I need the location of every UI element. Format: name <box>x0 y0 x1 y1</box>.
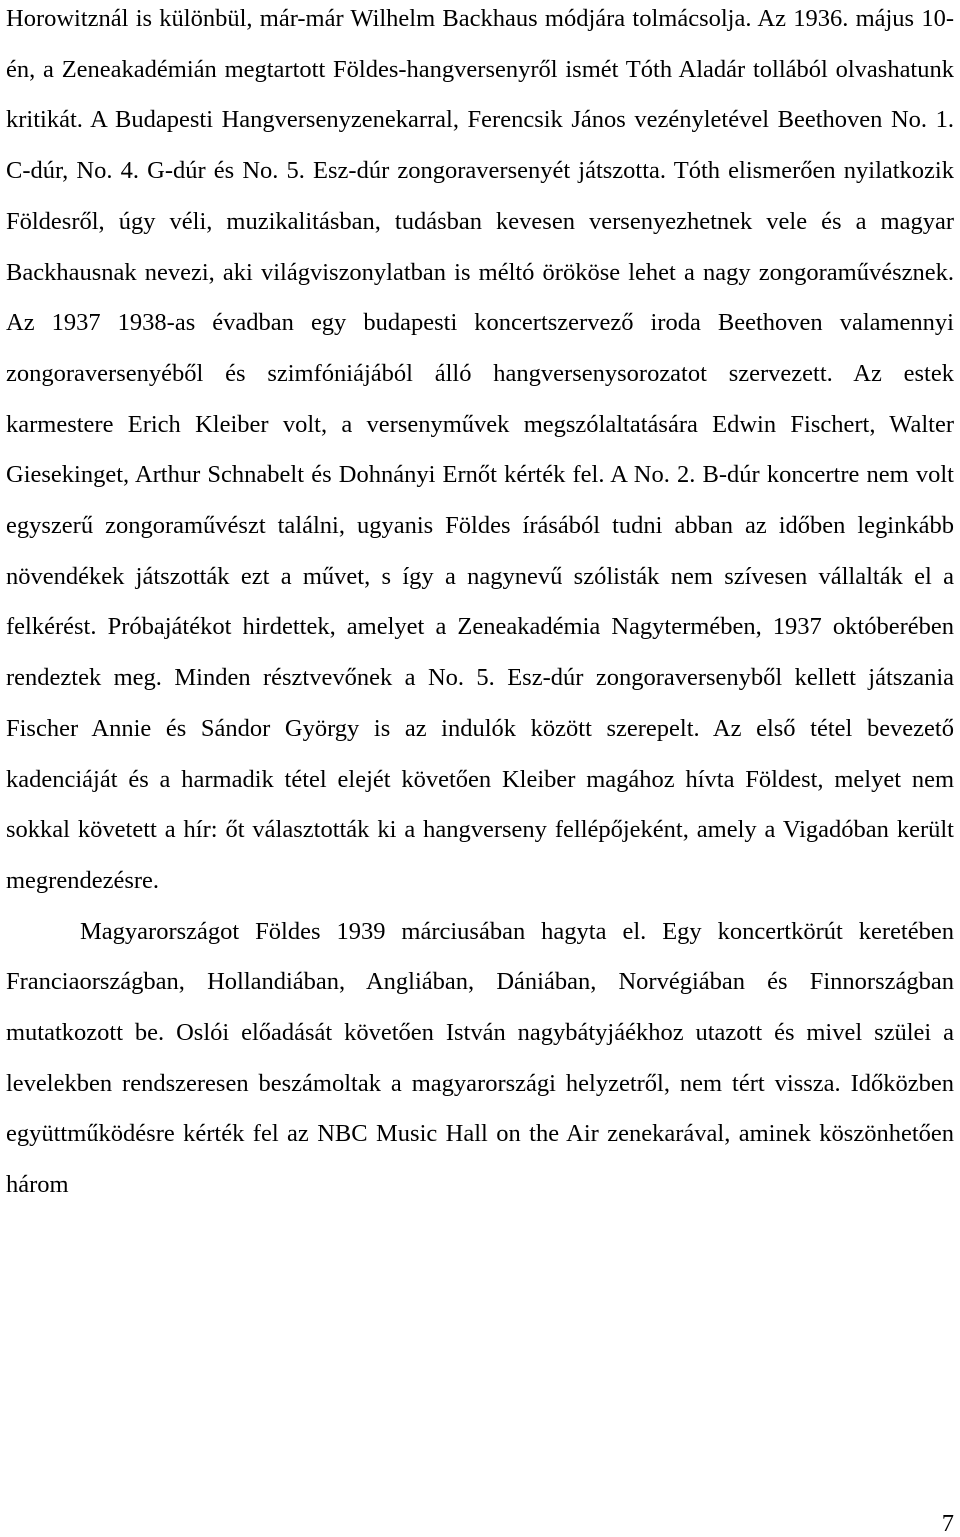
paragraph-2: Magyarországot Földes 1939 márciusában hagyta el. Egy koncertkörút keretében Franciaországban, Hollandiában, Angliában, Dániában, Norvégiában és Finnországban mutatkozott be. Oslói előadását követően István nagybátyjáékhoz utazott és mivel szülei a levelekben rendszeresen beszámoltak a magyarországi helyzetről, nem tért vissza. Időközben együttműködésre kérték fel az NBC Music Hall on the Air zenekarával, aminek köszönhetően három <box>6 917 954 1199</box>
document-page <box>6 0 954 1211</box>
paragraph-1: Horowitznál is különbül, már-már Wilhelm Backhaus módjára tolmácsolja. Az 1936. május 10-én, a Zeneakadémián megtartott Földes-hangversenyről ismét Tóth Aladár tollából olvashatunk kritikát. A Budapesti Hangversenyzenekarral, Ferencsik János vezényletével Beethoven No. 1. C-dúr, No. 4. G-dúr és No. 5. Esz-dúr zongoraversenyét játszotta. Tóth elismerően nyilatkozik Földesről, úgy véli, muzikalitásban, tudásban kevesen versenyezhetnek vele és a magyar Backhausnak nevezi, aki világviszonylatban is méltó örököse lehet a nagy zongoraművésznek. Az 1937 1938-as évadban egy budapesti koncertszervező iroda Beethoven valamennyi zongoraversenyéből és szimfóniájából álló hangversenysorozatot szervezett. Az estek karmestere Erich Kleiber volt, a versenyművek megszólaltatására Edwin Fischert, Walter Giesekinget, Arthur Schnabelt és Dohnányi Ernőt kérték fel. A No. 2. B-dúr koncertre nem volt egyszerű zongoraművészt találni, ugyanis Földes írásából tudni abban az időben leginkább növendékek játszották ezt a művet, s így a nagynevű szólisták nem szívesen vállalták el a felkérést. Próbajátékot hirdettek, amelyet a Zeneakadémia Nagytermében, 1937 októberében rendeztek meg. Minden résztvevőnek a No. 5. Esz-dúr zongoraversenyből kellett játszania Fischer Annie és Sándor György is az indulók között szerepelt. Az első tétel bevezető kadenciáját és a harmadik tétel elejét követően Kleiber magához hívta Földest, melyet nem sokkal követett a hír: őt választották ki a hangverseny fellépőjeként, amely a Vigadóban került megrendezésre. <box>6 5 954 894</box>
page-number: 7 <box>941 1510 954 1537</box>
